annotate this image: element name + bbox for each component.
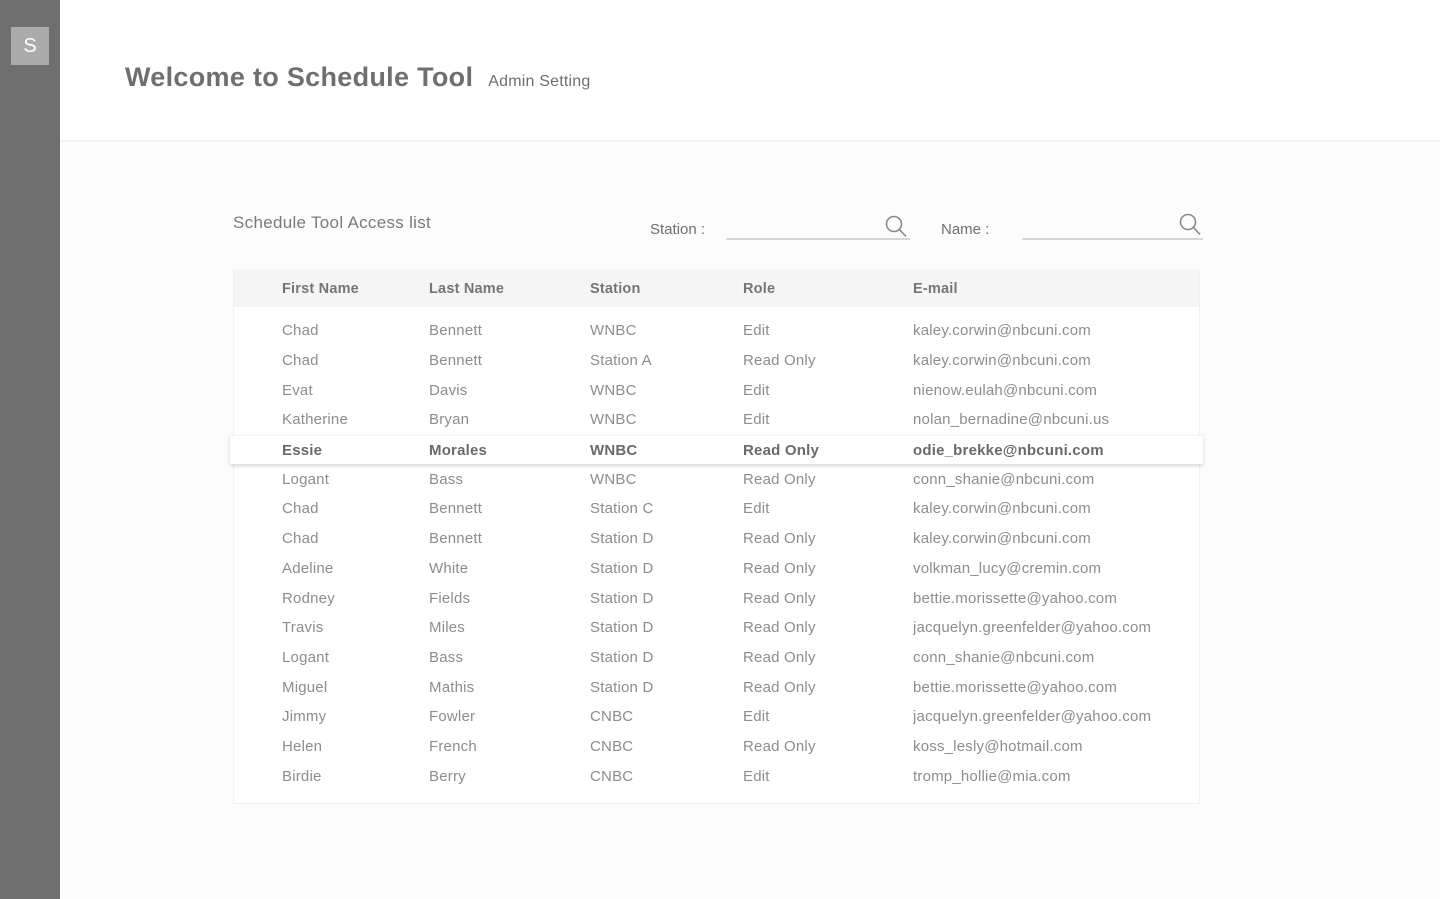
table-row[interactable] xyxy=(234,672,1199,702)
cell-email: tromp_hollie@mia.com xyxy=(913,767,1071,785)
cell-station: WNBC xyxy=(590,381,637,399)
cell-first: Helen xyxy=(282,737,323,755)
cell-station: CNBC xyxy=(590,708,634,726)
cell-last: Bennett xyxy=(429,352,483,370)
cell-last: Bennett xyxy=(429,500,483,518)
cell-email: bettie.morissette@yahoo.com xyxy=(913,589,1118,607)
cell-first: Travis xyxy=(282,619,324,637)
cell-first: Logant xyxy=(282,470,330,488)
column-header-station: Station xyxy=(590,281,641,297)
cell-first: Jimmy xyxy=(282,708,327,726)
cell-first: Chad xyxy=(282,322,319,340)
table-row[interactable] xyxy=(234,494,1199,524)
cell-role: Read Only xyxy=(743,619,816,637)
cell-station: WNBC xyxy=(590,470,637,488)
cell-first: Katherine xyxy=(282,411,349,429)
sidebar xyxy=(0,0,60,899)
table-row[interactable] xyxy=(234,464,1199,494)
cell-last: White xyxy=(429,559,469,577)
cell-email: nienow.eulah@nbcuni.com xyxy=(913,381,1098,399)
table-row[interactable] xyxy=(234,613,1199,643)
cell-last: Fowler xyxy=(429,708,476,726)
cell-email: jacquelyn.greenfelder@yahoo.com xyxy=(913,619,1152,637)
section-title: Schedule Tool Access list xyxy=(233,213,432,232)
cell-station: WNBC xyxy=(590,411,637,429)
cell-email: kaley.corwin@nbcuni.com xyxy=(913,500,1091,518)
cell-role: Read Only xyxy=(743,589,816,607)
cell-role: Edit xyxy=(743,500,770,518)
table-row[interactable] xyxy=(234,643,1199,673)
search-icon[interactable] xyxy=(1177,212,1203,238)
cell-role: Read Only xyxy=(743,678,816,696)
cell-email: nolan_bernadine@nbcuni.us xyxy=(913,411,1110,429)
cell-email: bettie.morissette@yahoo.com xyxy=(913,678,1118,696)
cell-first: Adeline xyxy=(282,559,334,577)
table-row[interactable] xyxy=(234,554,1199,584)
cell-last: Morales xyxy=(429,441,488,459)
cell-station: CNBC xyxy=(590,737,634,755)
page-title: Welcome to Schedule Tool xyxy=(125,62,474,92)
table-row[interactable] xyxy=(234,732,1199,762)
cell-station: WNBC xyxy=(590,441,638,459)
cell-last: Berry xyxy=(429,767,466,785)
cell-first: Birdie xyxy=(282,767,322,785)
cell-first: Logant xyxy=(282,648,330,666)
station-filter-label: Station : xyxy=(650,221,706,238)
cell-email: volkman_lucy@cremin.com xyxy=(913,559,1102,577)
cell-first: Rodney xyxy=(282,589,335,607)
cell-station: Station D xyxy=(590,678,654,696)
cell-last: Bass xyxy=(429,470,464,488)
cell-email: kaley.corwin@nbcuni.com xyxy=(913,322,1091,340)
cell-email: kaley.corwin@nbcuni.com xyxy=(913,530,1091,548)
cell-first: Essie xyxy=(282,441,323,459)
cell-first: Chad xyxy=(282,352,319,370)
name-filter-label: Name : xyxy=(941,221,990,238)
table-row[interactable] xyxy=(234,375,1199,405)
cell-first: Chad xyxy=(282,500,319,518)
cell-role: Read Only xyxy=(743,559,816,577)
cell-last: Fields xyxy=(429,589,471,607)
cell-station: Station A xyxy=(590,352,652,370)
main-content xyxy=(60,144,1440,899)
cell-role: Read Only xyxy=(743,352,816,370)
cell-station: Station D xyxy=(590,530,654,548)
cell-email: conn_shanie@nbcuni.com xyxy=(913,470,1095,488)
table-row[interactable] xyxy=(234,316,1199,346)
cell-role: Edit xyxy=(743,708,770,726)
cell-email: odie_brekke@nbcuni.com xyxy=(913,441,1104,459)
table-body xyxy=(234,307,1199,803)
cell-station: Station D xyxy=(590,559,654,577)
cell-first: Chad xyxy=(282,530,319,548)
cell-email: jacquelyn.greenfelder@yahoo.com xyxy=(913,708,1152,726)
table-header-row xyxy=(234,271,1199,307)
table-row[interactable] xyxy=(234,524,1199,554)
table-row-selected[interactable] xyxy=(230,435,1203,465)
cell-email: kaley.corwin@nbcuni.com xyxy=(913,352,1091,370)
cell-station: CNBC xyxy=(590,767,634,785)
cell-email: koss_lesly@hotmail.com xyxy=(913,737,1083,755)
cell-station: Station C xyxy=(590,500,654,518)
cell-last: Bryan xyxy=(429,411,470,429)
cell-first: Miguel xyxy=(282,678,328,696)
cell-last: Bennett xyxy=(429,322,483,340)
cell-role: Edit xyxy=(743,767,770,785)
name-filter-input[interactable] xyxy=(1022,214,1203,240)
cell-email: conn_shanie@nbcuni.com xyxy=(913,648,1095,666)
column-header-role: Role xyxy=(743,281,776,297)
access-list-table xyxy=(233,270,1200,804)
app-logo[interactable]: S xyxy=(11,27,49,65)
cell-role: Edit xyxy=(743,411,770,429)
table-row[interactable] xyxy=(234,761,1199,791)
cell-last: Bass xyxy=(429,648,464,666)
cell-role: Edit xyxy=(743,381,770,399)
cell-last: Davis xyxy=(429,381,468,399)
cell-station: WNBC xyxy=(590,322,637,340)
cell-last: Bennett xyxy=(429,530,483,548)
cell-role: Edit xyxy=(743,322,770,340)
cell-first: Evat xyxy=(282,381,313,399)
cell-role: Read Only xyxy=(743,470,816,488)
cell-role: Read Only xyxy=(743,737,816,755)
table-row[interactable] xyxy=(234,583,1199,613)
page-header xyxy=(60,0,1440,142)
cell-last: Miles xyxy=(429,619,466,637)
cell-station: Station D xyxy=(590,619,654,637)
cell-station: Station D xyxy=(590,589,654,607)
search-icon[interactable] xyxy=(883,214,909,240)
column-header-last-name: Last Name xyxy=(429,281,505,297)
column-header-first-name: First Name xyxy=(282,281,359,297)
column-header-email: E-mail xyxy=(913,281,958,297)
cell-last: French xyxy=(429,737,477,755)
page-subtitle: Admin Setting xyxy=(488,73,591,90)
cell-role: Read Only xyxy=(743,441,819,459)
table-row[interactable] xyxy=(234,346,1199,376)
cell-role: Read Only xyxy=(743,648,816,666)
cell-station: Station D xyxy=(590,648,654,666)
table-row[interactable] xyxy=(234,405,1199,435)
cell-role: Read Only xyxy=(743,530,816,548)
table-row[interactable] xyxy=(234,702,1199,732)
cell-last: Mathis xyxy=(429,678,475,696)
